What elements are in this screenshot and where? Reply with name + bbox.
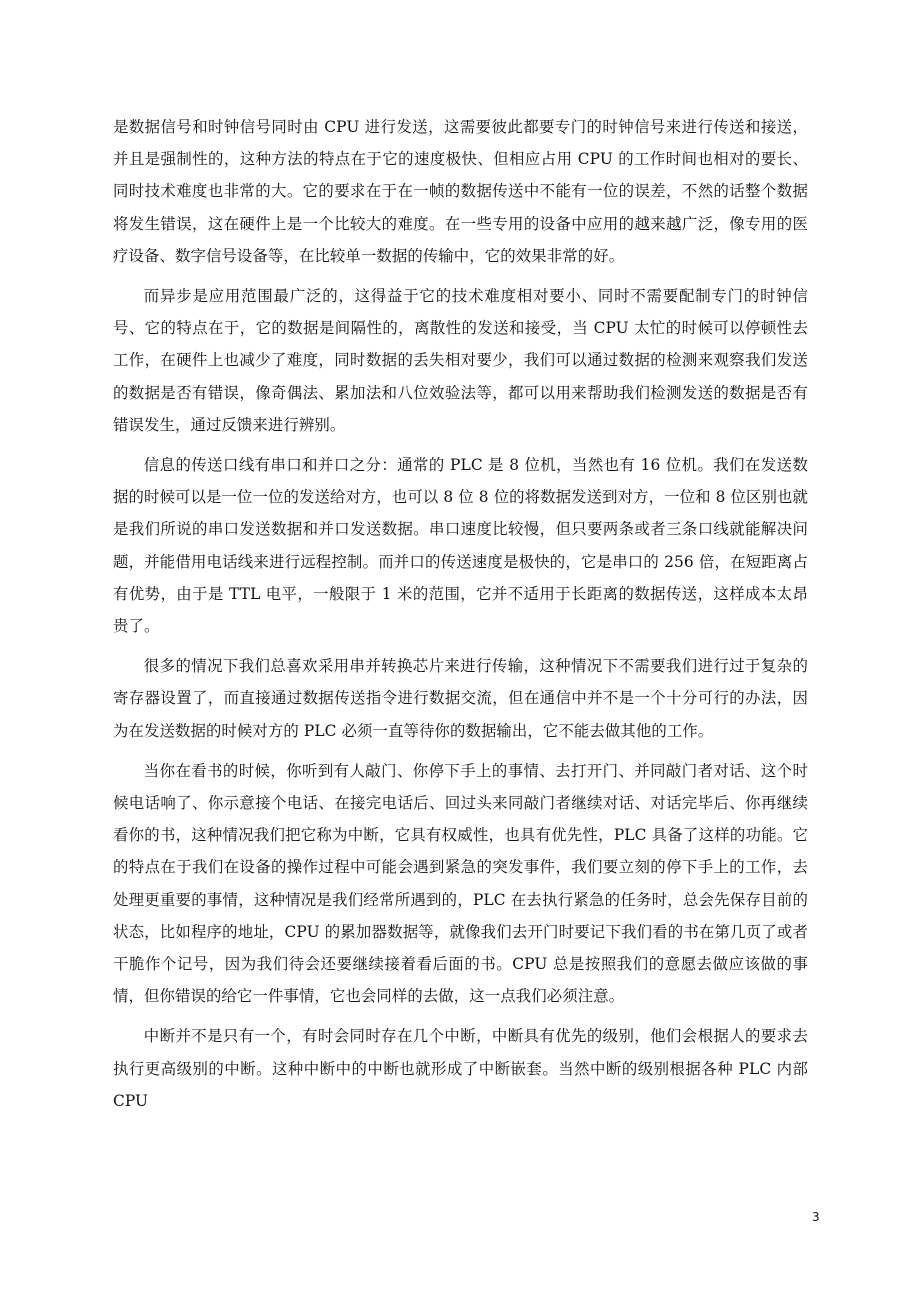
paragraph-async-transmission: 而异步是应用范围最广泛的，这得益于它的技术难度相对要小、同时不需要配制专门的时钟信号、它的特点在于，它的数据是间隔性的，离散性的发送和接受，当 CPU 太忙的时候可以停顿性去工作，在硬件上也减少了难度，同时数据的丢失相对要少，我们可以通过数据的检测来观察我们发送的数据是否有错误，像奇偶法、累加法和八位效验法等，都可以用来帮助我们检测发送的数据是否有错误发生，通过反馈来进行辨别。 [113,287,808,434]
paragraph-interrupt: 当你在看书的时候，你听到有人敲门、你停下手上的事情、去打开门、并同敲门者对话、这个时候电话响了、你示意接个电话、在接完电话后、回过头来同敲门者继续对话、对话完毕后、你再继续看你的书，这种情况我们把它称为中断，它具有权威性，也具有优先性，PLC 具备了这样的功能。它的特点在于我们在设备的操作过程中可能会遇到紧急的突发事件，我们要立刻的停下手上的工作，去处理更重要的事情，这种情况是我们经常所遇到的，PLC 在去执行紧急的任务时，总会先保存目前的状态，比如程序的地址，CPU 的累加器数据等，就像我们去开门时要记下我们看的书在第几页了或者干脆作个记号，因为我们待会还要继续接着看后面的书。CPU 总是按照我们的意愿去做应该做的事情，但你错误的给它一件事情，它也会同样的去做，这一点我们必须注意。 [113,761,808,1006]
paragraph-serial-parallel-chip: 很多的情况下我们总喜欢采用串并转换芯片来进行传输，这种情况下不需要我们进行过于复杂的寄存器设置了，而直接通过数据传送指令进行数据交流，但在通信中并不是一个十分可行的办法，因为在发送数据的时候对方的 PLC 必须一直等待你的数据输出，它不能去做其他的工作。 [113,657,808,740]
paragraph-sync-transmission: 是数据信号和时钟信号同时由 CPU 进行发送，这需要彼此都要专门的时钟信号来进行传送和接送，并且是强制性的，这种方法的特点在于它的速度极快、但相应占用 CPU 的工作时间也相对的要长、同时技术难度也非常的大。它的要求在于在一帧的数据传送中不能有一位的误差，不然的话整个数据将发生错误，这在硬件上是一个比较大的难度。在一些专用的设备中应用的越来越广泛，像专用的医疗设备、数字信号设备等，在比较单一数据的传输中，它的效果非常的好。 [113,118,808,265]
page-number: 3 [812,1210,820,1224]
document-body [113,111,808,1125]
paragraph-interrupt-nesting: 中断并不是只有一个，有时会同时存在几个中断，中断具有优先的级别，他们会根据人的要求去执行更高级别的中断。这种中断中的中断也就形成了中断嵌套。当然中断的级别根据各种 PLC 内部 CPU [113,1027,808,1110]
paragraph-serial-parallel: 信息的传送口线有串口和并口之分：通常的 PLC 是 8 位机，当然也有 16 位机。我们在发送数据的时候可以是一位一位的发送给对方，也可以 8 位 8 位的将数据发送到对方，一位和 8 位区别也就是我们所说的串口发送数据和并口发送数据。串口速度比较慢，但只要两条或者三条口线就能解决问题，并能借用电话线来进行远程控制。而并口的传送速度是极快的，它是串口的 256 倍，在短距离占有优势，由于是 TTL 电平，一般限于 1 米的范围，它并不适用于长距离的数据传送，这样成本太昂贵了。 [113,456,808,636]
